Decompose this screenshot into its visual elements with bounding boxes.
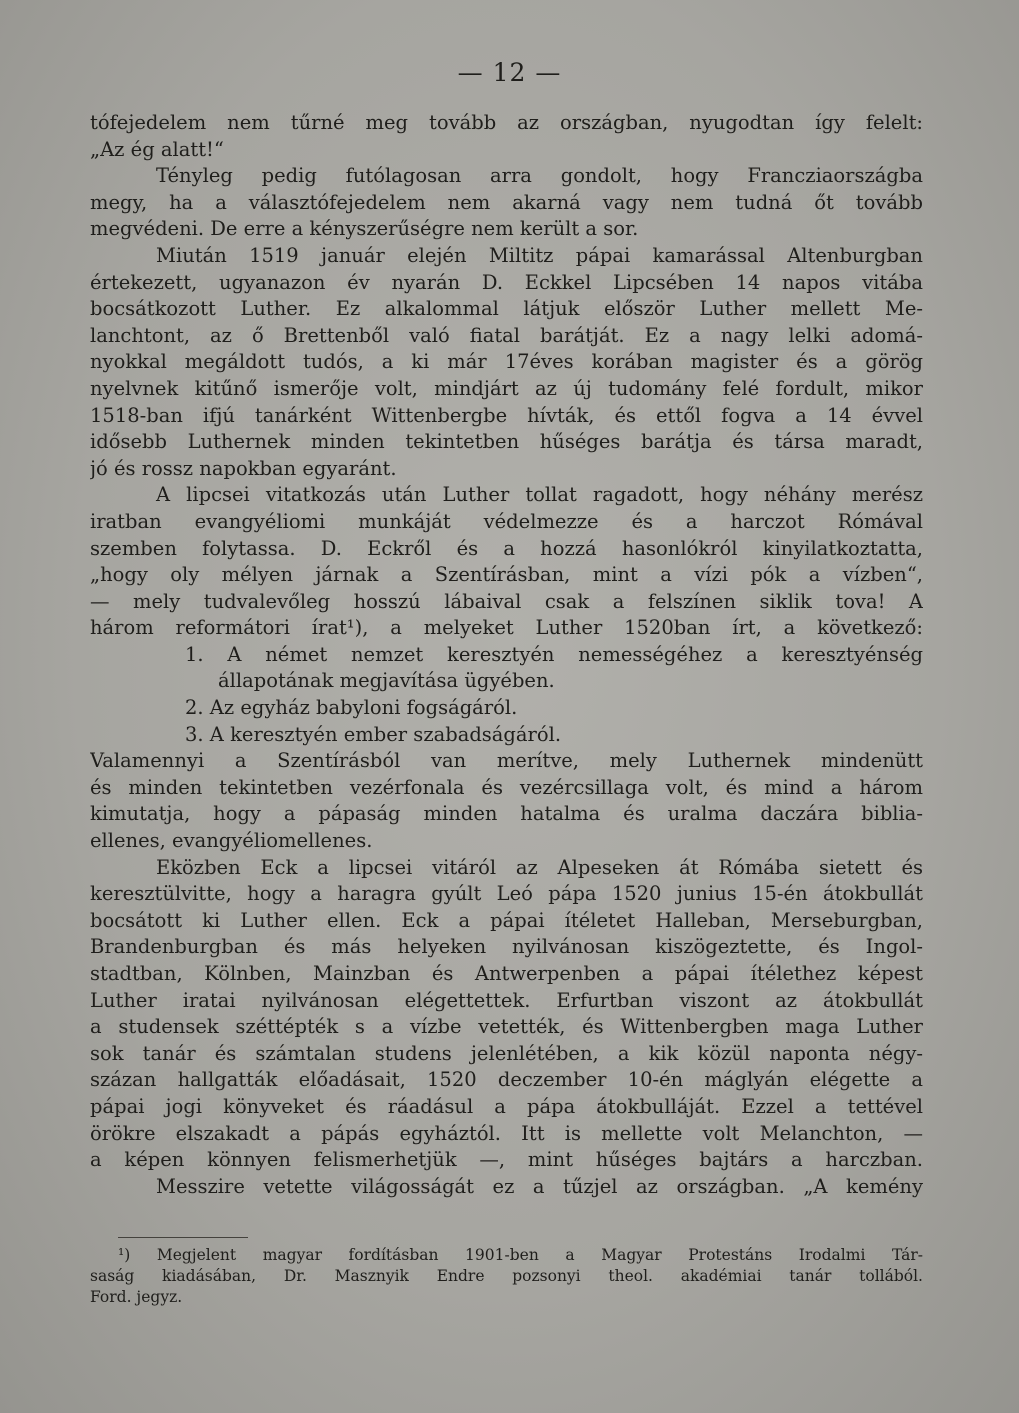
text-line: Brandenburgban és más helyeken nyilvánosan kiszögeztette, és Ingol- <box>90 935 923 959</box>
text-line: 2. Az egyház babyloni fogságáról. <box>185 696 518 720</box>
text-line: Valamennyi a Szentírásból van merítve, mely Luthernek mindenütt <box>90 749 923 773</box>
text-line: tófejedelem nem tűrné meg tovább az országban, nyugodtan így felelt: <box>90 111 923 134</box>
text-line: Luther iratai nyilvánosan elégettettek. Erfurtban viszont az átokbullát <box>90 988 923 1012</box>
text-line: stadtban, Kölnben, Mainzban és Antwerpenben a pápai ítélethez képest <box>90 962 923 985</box>
text-line: — mely tudvalevőleg hosszú lábaival csak a felszínen siklik tova! A <box>90 589 923 613</box>
text-line: örökre elszakadt a pápás egyháztól. Itt is mellette volt Melanchton, — <box>90 1121 923 1145</box>
text-line: nyokkal megáldott tudós, a ki már 17éves korában magister és a görög <box>90 350 923 374</box>
footnote-line: Ford. jegyz. <box>90 1288 183 1306</box>
page-number: — 12 — <box>457 58 562 87</box>
text-line: szemben folytassa. D. Eckről és a hozzá hasonlókról kinyilatkoztatta, <box>90 536 923 560</box>
text-line: és minden tekintetben vezérfonala és vezércsillaga volt, és mind a három <box>90 775 923 799</box>
text-line: idősebb Luthernek minden tekintetben hűséges barátja és társa maradt, <box>90 430 923 454</box>
footnotes <box>90 1245 923 1308</box>
text-line: százan hallgatták előadásait, 1520 deczember 10-én máglyán elégette a <box>90 1068 923 1092</box>
text-line: a studensek széttépték s a vízbe vetették, és Wittenbergben maga Luther <box>90 1015 923 1039</box>
text-line: a képen könnyen felismerhetjük —, mint hűséges bajtárs a harczban. <box>90 1148 923 1172</box>
footnote-line: ¹) Megjelent magyar fordításban 1901-ben a Magyar Protestáns Irodalmi Tár- <box>118 1246 923 1264</box>
text-line: megvédeni. De erre a kényszerűségre nem került a sor. <box>90 217 639 241</box>
text-line: 3. A keresztyén ember szabadságáról. <box>185 722 562 746</box>
footnote-line: saság kiadásában, Dr. Masznyik Endre pozsonyi theol. akadémiai tanár tollából. <box>90 1267 923 1285</box>
text-line: „Az ég alatt!“ <box>90 137 224 161</box>
body-text <box>90 110 923 1200</box>
text-line: jó és rossz napokban egyaránt. <box>90 456 397 480</box>
text-line: Tényleg pedig futólagosan arra gondolt, hogy Francziaországba <box>156 164 923 188</box>
footnote-separator <box>118 1237 248 1238</box>
text-line: 1. A német nemzet keresztyén nemességéhez a keresztyénség <box>185 642 923 666</box>
text-line: lanchtont, az ő Brettenből való fiatal barátját. Ez a nagy lelki adomá- <box>90 323 923 347</box>
text-line: megy, ha a választófejedelem nem akarná vagy nem tudná őt tovább <box>90 190 923 214</box>
text-line: keresztülvitte, hogy a haragra gyúlt Leó pápa 1520 junius 15-én átokbullát <box>90 882 923 906</box>
text-line: ellenes, evangyéliomellenes. <box>90 829 373 853</box>
text-line: iratban evangyéliomi munkáját védelmezze és a harczot Rómával <box>90 509 923 533</box>
text-line: A lipcsei vitatkozás után Luther tollat ragadott, hogy néhány merész <box>156 483 923 507</box>
text-line: Messzire vetette világosságát ez a tűzjel az országban. „A kemény <box>156 1174 923 1198</box>
text-line: „hogy oly mélyen járnak a Szentírásban, mint a vízi pók a vízben“, <box>90 563 923 587</box>
text-line: sok tanár és számtalan studens jelenlétében, a kik közül naponta négy- <box>90 1041 923 1065</box>
text-line: értekezett, ugyanazon év nyarán D. Eckkel Lipcsében 14 napos vitába <box>90 270 923 294</box>
text-line: kimutatja, hogy a pápaság minden hatalma és uralma daczára biblia- <box>90 802 923 826</box>
text-line: Miután 1519 január elején Miltitz pápai kamarással Altenburgban <box>156 243 923 267</box>
text-line: nyelvnek kitűnő ismerője volt, mindjárt az új tudomány felé fordult, mikor <box>90 376 923 400</box>
text-line: bocsátott ki Luther ellen. Eck a pápai ítéletet Halleban, Merseburgban, <box>90 908 923 932</box>
text-line: pápai jogi könyveket és ráadásul a pápa átokbulláját. Ezzel a tettével <box>90 1094 923 1118</box>
text-line: három reformátori írat¹), a melyeket Luther 1520ban írt, a következő: <box>90 616 923 640</box>
text-line: állapotának megjavítása ügyében. <box>218 669 555 693</box>
text-line: bocsátkozott Luther. Ez alkalommal látjuk először Luther mellett Me- <box>90 297 923 321</box>
text-line: 1518-ban ifjú tanárként Wittenbergbe hívták, és ettől fogva a 14 évvel <box>90 403 923 427</box>
text-line: Eközben Eck a lipcsei vitáról az Alpeseken át Rómába sietett és <box>156 855 923 879</box>
